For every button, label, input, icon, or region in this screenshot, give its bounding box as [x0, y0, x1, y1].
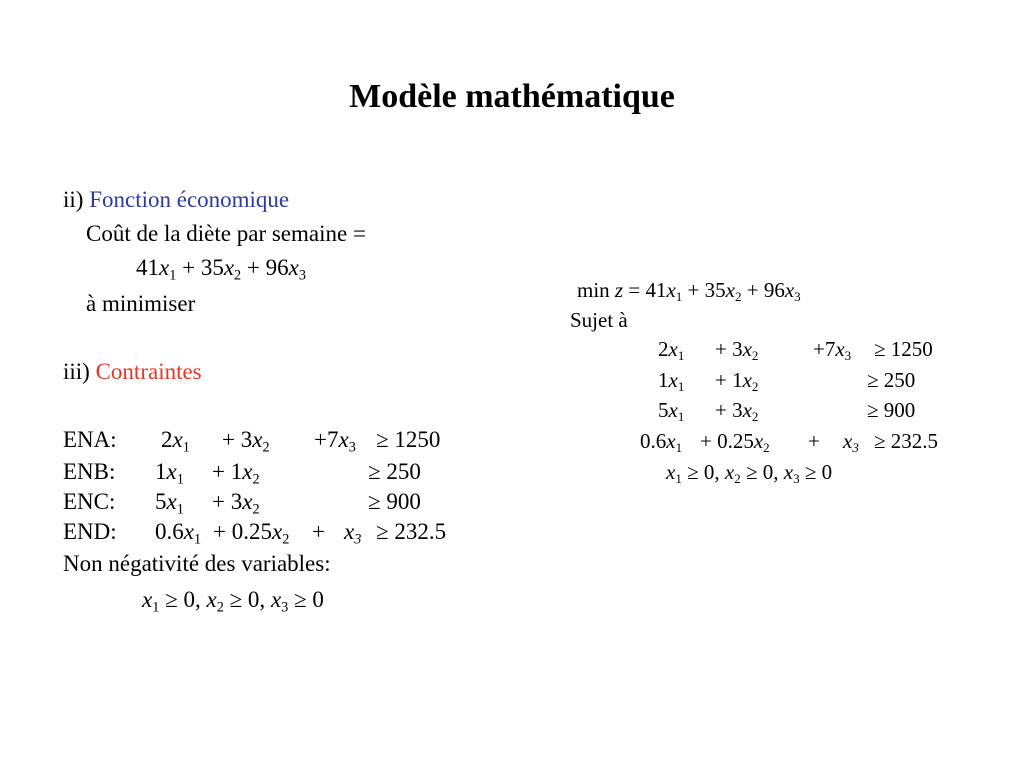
constraints-heading-text: Contraintes	[95, 359, 202, 384]
model-nonnegativity: $x_1 \ge 0$, $x_2 \ge 0$, $x_3 \ge 0$	[666, 460, 833, 486]
objective-heading: ii) Fonction économique	[63, 187, 290, 212]
constraints-heading: iii) Contraintes	[63, 359, 202, 384]
nonnegativity-expression: $x_1 \ge 0$, $x_2 \ge 0$, $x_3 \ge 0$	[142, 587, 324, 616]
objective-heading-text: Fonction économique	[89, 187, 290, 212]
subject-to-label: Sujet à	[570, 308, 628, 332]
minimize-label: à minimiser	[86, 291, 196, 316]
objective-expression: $41x_1 + 35x_2 + 96x_3$	[136, 255, 306, 284]
slide-title: Modèle mathématique	[349, 78, 675, 115]
min-objective: $\min z = 41x_1 + 35x_2 + 96x_3$	[577, 278, 801, 304]
nonnegativity-heading: Non négativité des variables:	[63, 551, 331, 576]
cost-label: Coût de la diète par semaine =	[86, 221, 366, 246]
